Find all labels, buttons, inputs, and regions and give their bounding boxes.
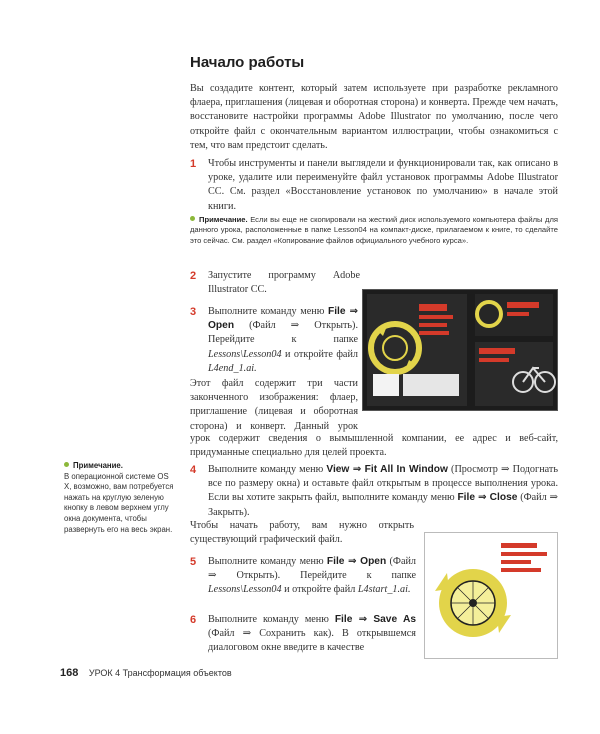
- step-3-mid: (Файл ⇒ Открыть). Перейдите к папке: [208, 320, 358, 346]
- step-6-pre: Выполните команду меню: [208, 614, 329, 625]
- step-5-mid: (Файл ⇒ Открыть). Перейдите к папке: [208, 556, 416, 582]
- step-4-text: [208, 463, 558, 520]
- step-5-number: 5: [190, 556, 197, 568]
- step-5-path: Lessons\Lesson04: [208, 584, 282, 596]
- step-5-text: [208, 555, 416, 598]
- page-footer: [60, 667, 232, 679]
- finished-artwork-graphic: [363, 290, 557, 410]
- step-4-end: (Файл ⇒ Закрыть).: [208, 492, 558, 518]
- step-5-mid2: и откройте файл: [284, 584, 356, 596]
- step-3-mid2: и откройте файл: [285, 348, 358, 360]
- note-1-text: Если вы еще не скопировали на жесткий диск используемого компьютера файлы для данного урока, расположенные в папке Lesson04 на компакт-диске, прилагаемом к книге, то сделайте это сейчас. См. раздел «Копирование файлов официального учебного курса».: [190, 215, 558, 245]
- finished-artwork-screenshot: [362, 289, 558, 411]
- paragraph-2-continuation: урок содержит сведения о вымышленной компании, ее адрес и веб-сайт, придуманные специально для целей проекта.: [190, 433, 558, 459]
- step-3-path: Lessons\Lesson04: [208, 348, 282, 360]
- note-1: [190, 215, 558, 246]
- step-4-mid: (Просмотр ⇒ Подогнать все по размеру окна) и оставьте файл открытым в процессе выполнения урока. Если вы хотите закрыть файл, выполните команду меню: [208, 464, 559, 504]
- step-3-number: 3: [190, 306, 197, 318]
- page-number: 168: [60, 667, 79, 679]
- step-4-command-2: File ⇒ Close: [457, 492, 518, 504]
- step-2-number: 2: [190, 270, 197, 282]
- note-bullet-icon: [190, 216, 195, 221]
- step-5-pre: Выполните команду меню: [208, 556, 324, 567]
- step-4-pre: Выполните команду меню: [208, 464, 324, 475]
- step-5-file: L4start_1.ai.: [357, 584, 411, 596]
- step-4-number: 4: [190, 464, 197, 476]
- step-1-number: 1: [190, 158, 197, 170]
- step-1-text: Чтобы инструменты и панели выглядели и функционировали так, как описано в уроке, удалите или переименуйте файл установок программы Adobe Illustrator CC. См. раздел «Восстановление установок по умолчанию» в начале этой книги.: [208, 158, 558, 212]
- side-note: [64, 461, 176, 535]
- step-6-text: [208, 613, 416, 656]
- side-note-label: Примечание.: [73, 461, 123, 470]
- step-6-command: File ⇒ Save As: [334, 614, 416, 625]
- note-1-label: Примечание.: [199, 215, 248, 224]
- start-artwork-graphic: [425, 533, 557, 658]
- step-3-text: [208, 305, 358, 376]
- side-note-text: В операционной системе OS X, возможно, вам потребуется нажать на круглую зеленую кнопку в левом верхнем углу окна документа, чтобы развернуть его на весь экран.: [64, 471, 174, 534]
- footer-chapter: УРОК 4 Трансформация объектов: [88, 668, 232, 678]
- start-artwork-screenshot: [424, 532, 558, 659]
- paragraph-2-text: Этот файл содержит три части законченного изображения: флаер, приглашение (лицевая и оборотная сторона) и конверт. Данный урок: [190, 378, 358, 432]
- step-3-file: L4end_1.ai.: [208, 362, 257, 374]
- step-3-pre: Выполните команду меню: [208, 306, 325, 317]
- step-3-command: File ⇒ Open: [208, 306, 358, 332]
- paragraph-3: Чтобы начать работу, вам нужно открыть существующий графический файл.: [190, 520, 414, 546]
- section-heading: Начало работы: [190, 54, 305, 71]
- step-4-command: View ⇒ Fit All In Window: [326, 464, 448, 475]
- step-6-mid: (Файл ⇒ Сохранить как). В открывшемся диалоговом окне введите в качестве: [208, 628, 416, 654]
- intro-paragraph: Вы создадите контент, который затем используете при разработке рекламного флаера, приглашения (лицевая и оборотная сторона) и конверта. Прежде чем начать, восстановите настройки программы Adobe Illustrator по умолчанию, после чего откройте файл с окончательным вариантом иллюстрации, чтобы ознакомиться с тем, что вам предстоит сделать.: [190, 83, 558, 151]
- step-2-text: Запустите программу Adobe Illustrator CC.: [208, 270, 360, 296]
- side-note-bullet-icon: [64, 462, 69, 467]
- step-6-number: 6: [190, 614, 197, 626]
- step-5-command: File ⇒ Open: [326, 556, 387, 567]
